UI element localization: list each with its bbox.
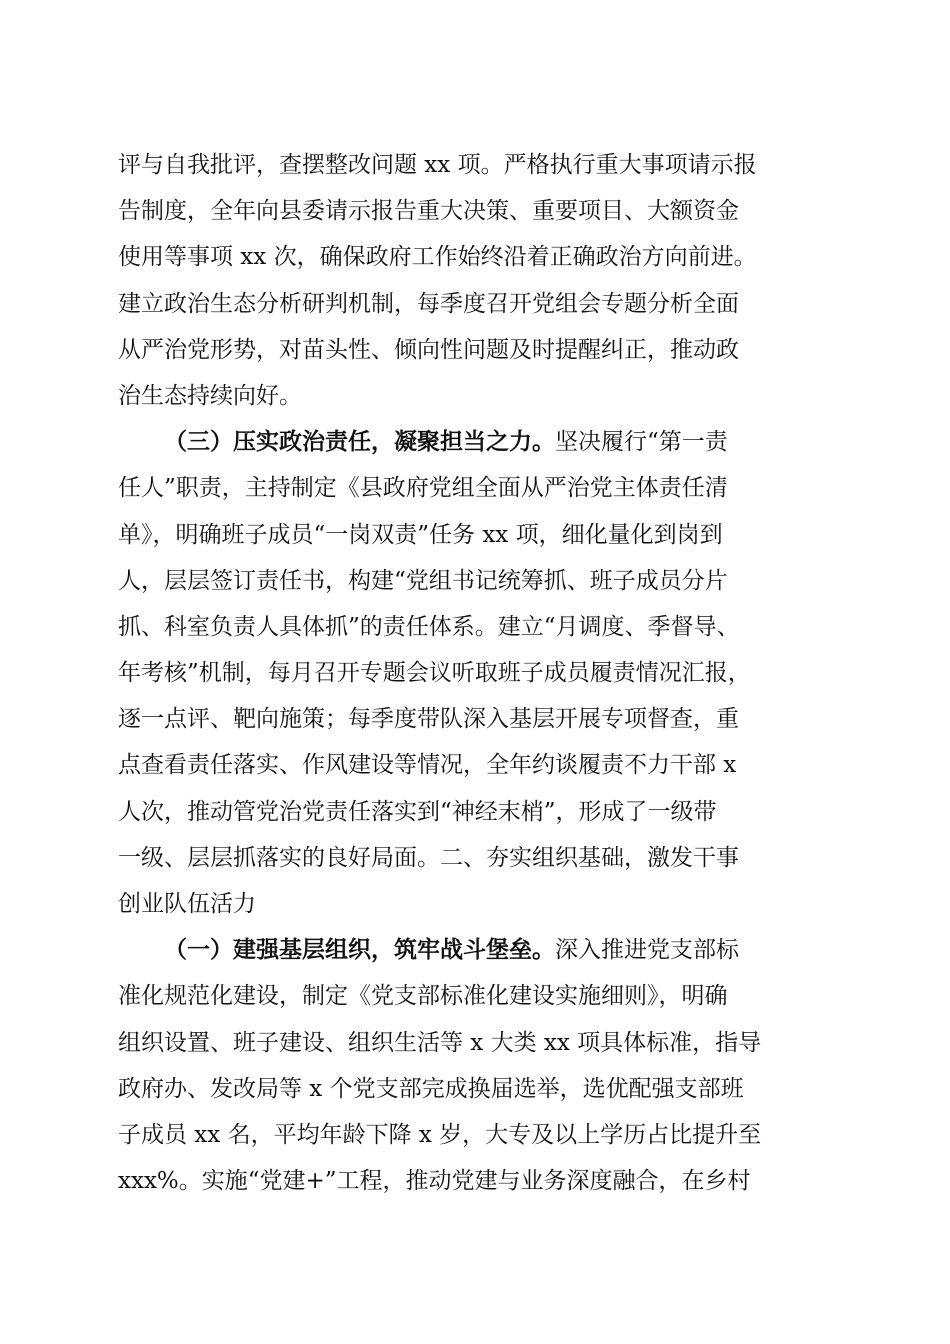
text-line: 准化规范化建设，制定《党支部标准化建设实施细则》，明确	[118, 983, 728, 1010]
text-line: 组织设置、班子建设、组织生活等 x 大类 xx 项具体标准，指导	[118, 1029, 762, 1056]
text-line: 治生态持续向好。	[118, 382, 302, 409]
text-line: 点查看责任落实、作风建设等情况，全年约谈履责不力干部 x	[118, 752, 737, 779]
text-line: 一级、层层抓落实的良好局面。二、夯实组织基础，激发干事	[118, 844, 739, 871]
text-line: 从严治党形势，对苗头性、倾向性问题及时提醒纠正，推动政	[118, 336, 739, 363]
section-heading-1: （一）建强基层组织，筑牢战斗堡垒。	[164, 936, 555, 964]
text-line: 单》，明确班子成员“一岗双责”任务 xx 项，细化量化到岗到	[118, 521, 723, 548]
text-line: 子成员 xx 名，平均年龄下降 x 岁，大专及以上学历占比提升至	[118, 1121, 762, 1148]
text-line: 评与自我批评，查摆整改问题 xx 项。严格执行重大事项请示报	[118, 152, 757, 178]
text-line: 人次，推动管党治党责任落实到“神经末梢”，形成了一级带	[118, 798, 717, 825]
section-heading-3: （三）压实政治责任，凝聚担当之力。	[164, 428, 555, 456]
text-line: 抓、科室负责人具体抓”的责任体系。建立“月调度、季督导、	[118, 613, 740, 640]
text-segment: 坚决履行“第一责	[555, 429, 728, 456]
text-line: 使用等事项 xx 次，确保政府工作始终沿着正确政治方向前进。	[118, 244, 757, 271]
text-segment: 深入推进党支部标	[555, 937, 739, 964]
text-line: 创业队伍活力	[118, 891, 256, 917]
text-line: 建立政治生态分析研判机制，每季度召开党组会专题分析全面	[118, 290, 739, 317]
text-line: 任人”职责，主持制定《县政府党组全面从严治党主体责任清	[118, 475, 728, 502]
text-line: xxx%。实施“党建+”工程，推动党建与业务深度融合，在乡村	[118, 1168, 751, 1195]
text-line: 逐一点评、靶向施策；每季度带队深入基层开展专项督查，重	[118, 706, 739, 733]
text-line: 政府办、发改局等 x 个党支部完成换届选举，选优配强支部班	[118, 1075, 744, 1102]
body-text	[118, 142, 838, 1204]
text-line: 人，层层签订责任书，构建“党组书记统筹抓、班子成员分片	[118, 567, 728, 594]
paragraph-start-line	[118, 419, 838, 465]
paragraph-start-line	[118, 927, 838, 973]
text-line: 年考核”机制，每月召开专题会议听取班子成员履责情况汇报，	[118, 660, 751, 687]
text-line: 告制度，全年向县委请示报告重大决策、重要项目、大额资金	[118, 198, 739, 225]
